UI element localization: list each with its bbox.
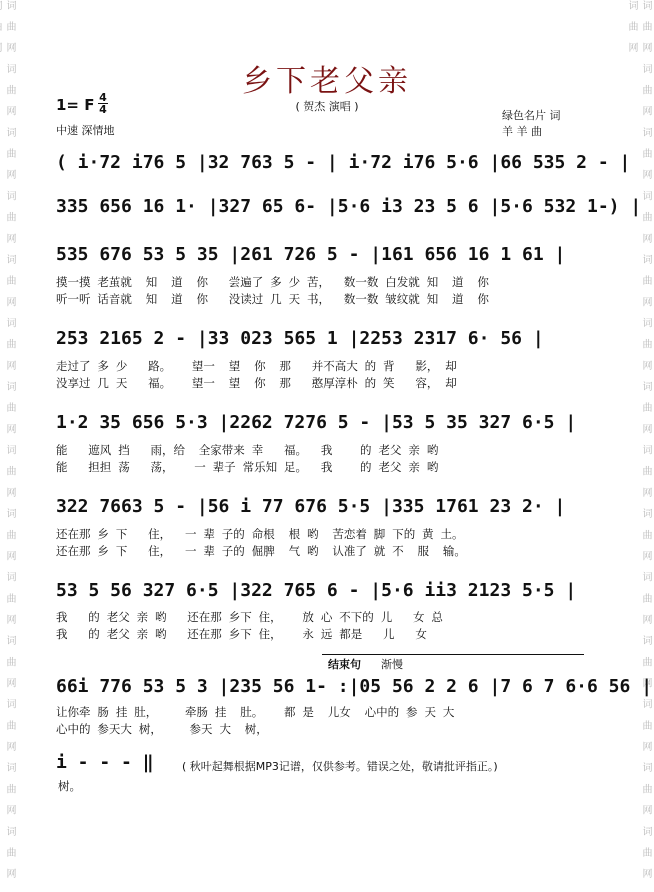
lyric-line-4a: 走过了 多 少 路。 望一 望 你 那 并不高大 的 背 影， 却 xyxy=(56,359,457,373)
watermark-left: 词 曲 网 词 曲 网 词 曲 网 词 曲 网 词 曲 网 词 曲 网 词 曲 网 词 曲 网 词 曲 网 词 曲 网 词 曲 网 词 曲 网 词 曲 网 词 曲 网 xyxy=(4,0,15,883)
key-signature: 1= F xyxy=(56,96,95,114)
score-line-1: ( i·72 i76 5 |32 763 5 - | i·72 i76 5·6 |66 535 2 - | xyxy=(56,152,631,173)
lyric-line-5a: 能 遮风 挡 雨，给 全家带来 幸 福。 我 的 老父 亲 哟 xyxy=(56,443,439,457)
score-line-4: 253 2165 2 - |33 023 565 1 |2253 2317 6· 56 | xyxy=(56,328,544,349)
song-title: 乡下老父亲 xyxy=(242,64,412,99)
lyric-line-8b: 心中的 参天大 树， 参天 大 树， xyxy=(56,722,268,736)
lyric-line-8a: 让你牵 肠 挂 肚， 牵肠 挂 肚。 都 是 儿女 心中的 参 天 大 xyxy=(56,705,455,719)
lyric-line-3a: 摸一摸 老茧就 知 道 你 尝遍了 多 少 苦， 数一数 白发就 知 道 你 xyxy=(56,275,489,289)
lyric-line-7b: 我 的 老父 亲 哟 还在那 乡下 住， 永 远 都是 儿 女 xyxy=(56,627,427,641)
lyric-line-3b: 听一听 话音就 知 道 你 没读过 几 天 书， 数一数 皱纹就 知 道 你 xyxy=(56,292,489,306)
final-lyric: 树。 xyxy=(58,779,81,793)
transcriber-remark: ( 秋叶起舞根据MP3记谱，仅供参考。错误之处，敬请批评指正。) xyxy=(182,760,498,773)
tempo-marking: 中速 深情地 xyxy=(56,124,115,137)
time-signature xyxy=(98,92,108,115)
singer-credit: ( 贺杰 演唱 ) xyxy=(295,100,359,113)
score-line-2: 335 656 16 1· |327 65 6- |5·6 i3 23 5 6 |5·6 532 1-) | xyxy=(56,196,642,217)
ending-bracket xyxy=(322,654,584,672)
watermark-right: 词 曲 网 词 曲 网 词 曲 网 词 曲 网 词 曲 网 词 曲 网 词 曲 网 词 曲 网 词 曲 网 词 曲 网 词 曲 网 词 曲 网 词 曲 网 词 曲 网 词 曲 网 xyxy=(626,0,651,883)
lyric-line-4b: 没享过 几 天 福。 望一 望 你 那 憨厚淳朴 的 笑 容， 却 xyxy=(56,376,457,390)
lyric-line-6a: 还在那 乡 下 住， 一 辈 子的 命根 根 哟 苦恋着 脚 下的 黄 土。 xyxy=(56,527,464,541)
time-top: 4 xyxy=(99,91,107,104)
score-line-7: 53 5 56 327 6·5 |322 765 6 - |5·6 ii3 2123 5·5 | xyxy=(56,580,577,601)
lyric-line-7a: 我 的 老父 亲 哟 还在那 乡下 住， 放 心 不下的 儿 女 总 xyxy=(56,610,443,624)
lyricist: 绿色名片 词 xyxy=(502,109,561,122)
credits xyxy=(502,108,561,140)
composer: 羊 羊 曲 xyxy=(502,125,542,138)
lyric-line-6b: 还在那 乡 下 住， 一 辈 子的 倔脾 气 哟 认准了 就 不 服 输。 xyxy=(56,544,466,558)
ending-label: 结束句 xyxy=(328,658,361,671)
time-bottom: 4 xyxy=(99,103,107,116)
lyric-line-5b: 能 担担 荡 荡， 一 辈子 常乐知 足。 我 的 老父 亲 哟 xyxy=(56,460,439,474)
score-line-6: 322 7663 5 - |56 i 77 676 5·5 |335 1761 23 2· | xyxy=(56,496,566,517)
score-line-5: 1·2 35 656 5·3 |2262 7276 5 - |53 5 35 327 6·5 | xyxy=(56,412,577,433)
ending-tempo: 渐慢 xyxy=(381,658,403,671)
score-line-3: 535 676 53 5 35 |261 726 5 - |161 656 16 1 61 | xyxy=(56,244,566,265)
final-notes: i - - - ‖ xyxy=(56,752,154,773)
score-line-8: 66i 776 53 5 3 |235 56 1- :|05 56 2 2 6 |7 6 7 6·6 56 | xyxy=(56,676,653,697)
